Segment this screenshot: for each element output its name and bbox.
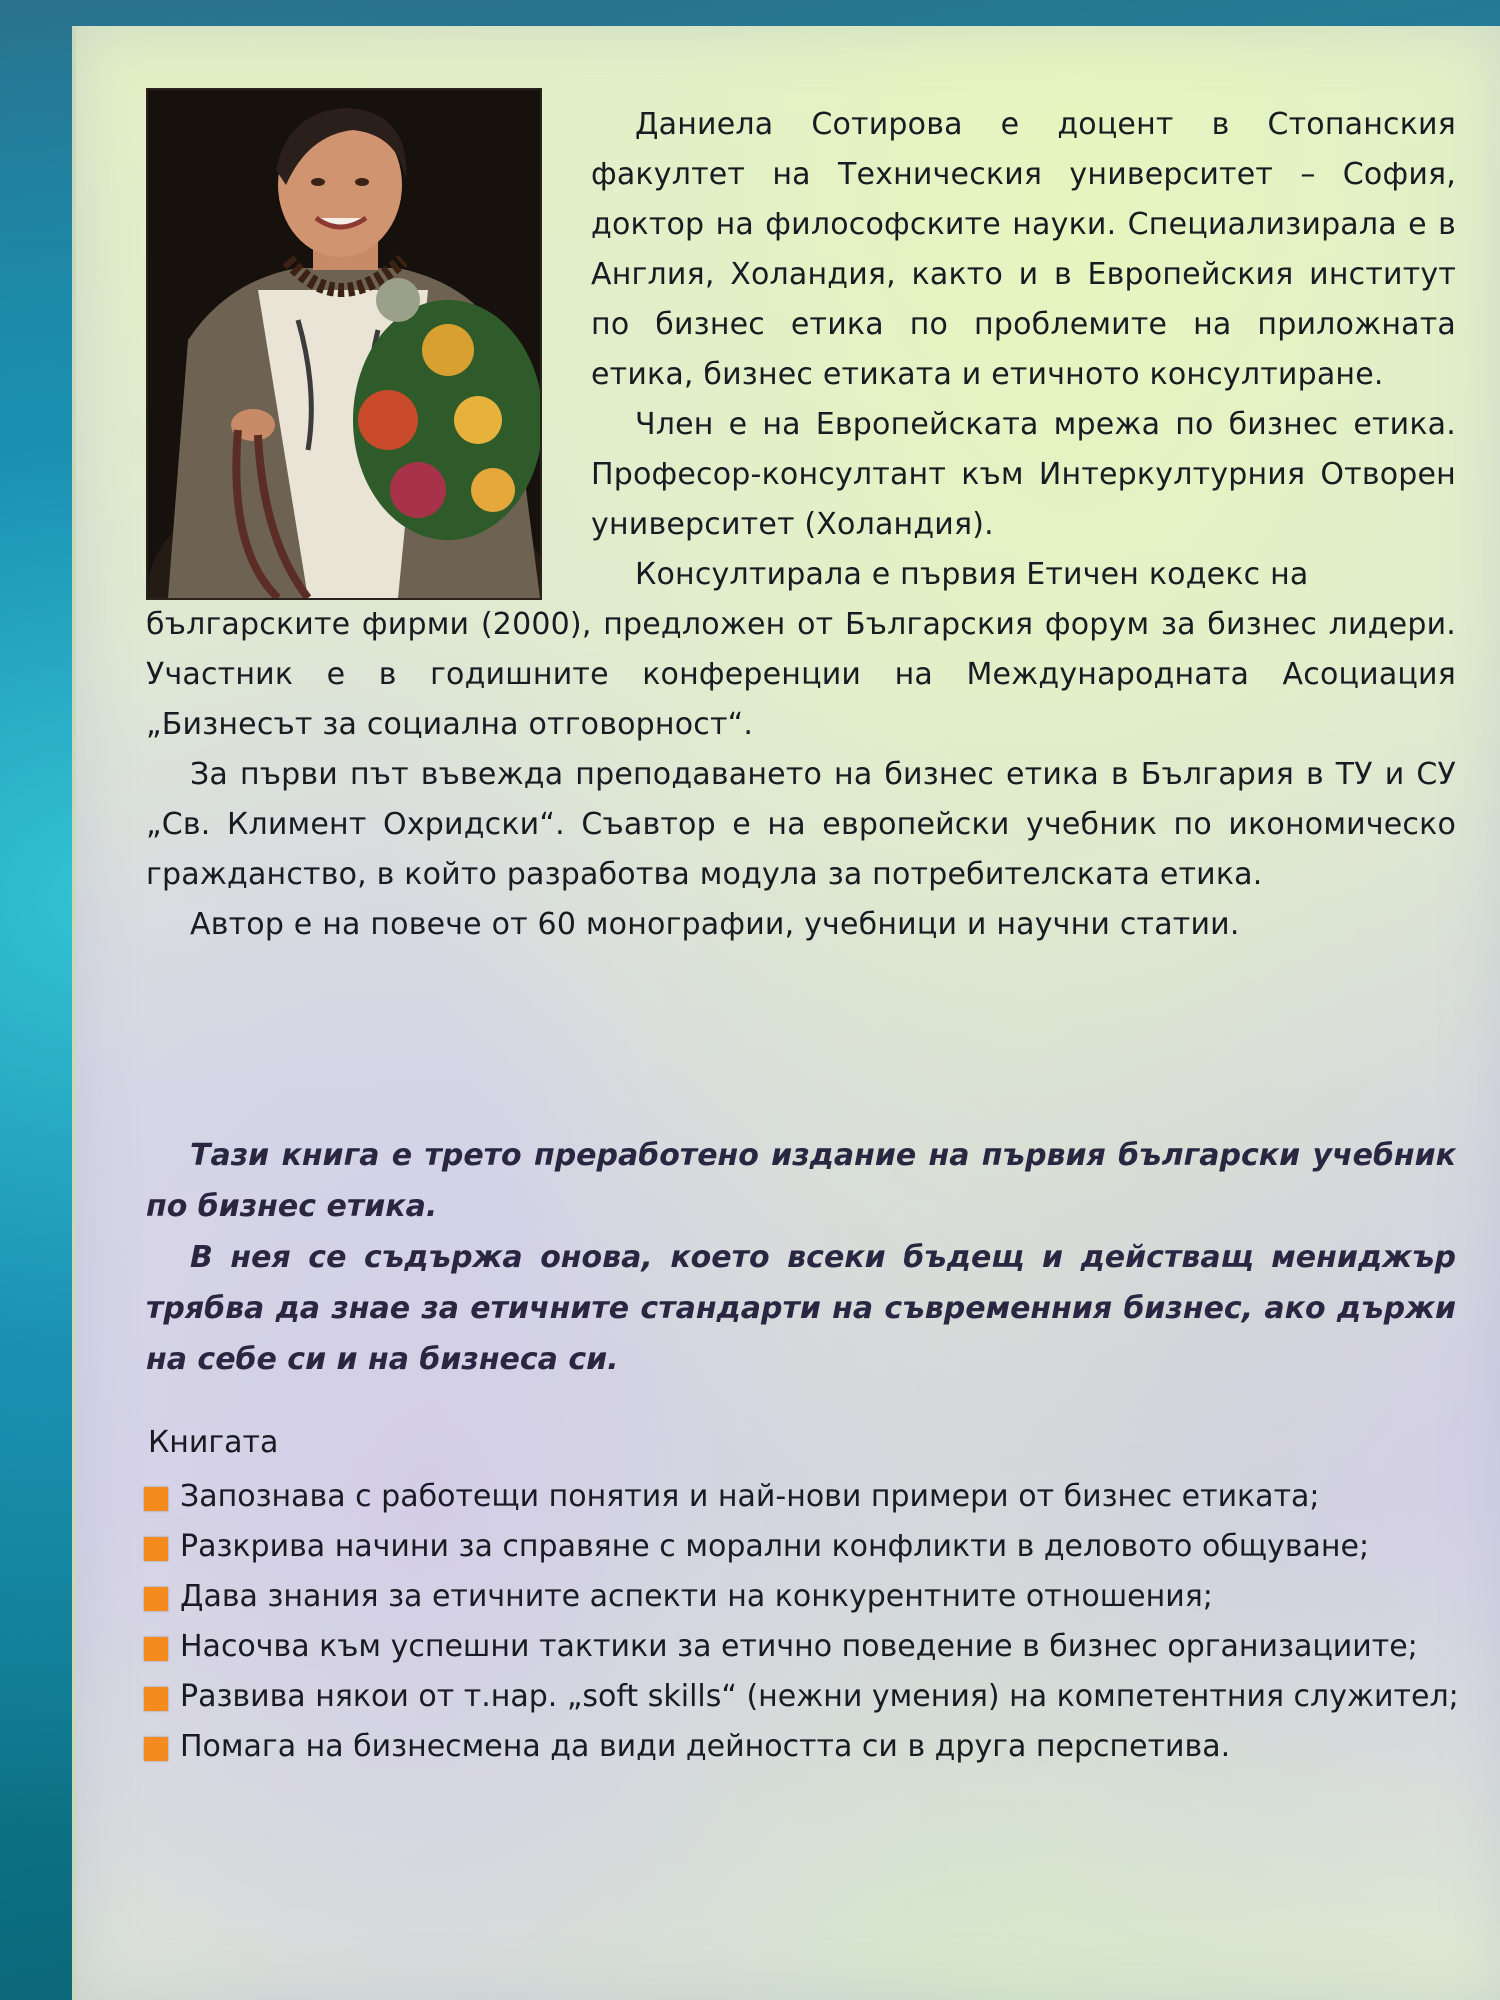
author-portrait-image: [148, 90, 540, 598]
orange-square-bullet-icon: [144, 1687, 168, 1711]
list-item: [142, 1622, 1462, 1672]
orange-square-bullet-icon: [144, 1537, 168, 1561]
orange-square-bullet-icon: [144, 1737, 168, 1761]
highlight-paragraph-2: В нея се съдържа онова, което всеки бъдещ и действащ мениджър трябва да знае за етичните стандарти на съвременния бизнес, ако държи на себе си и на бизнеса си.: [146, 1240, 1456, 1377]
list-item-text: Насочва към успешни тактики за етично поведение в бизнес организациите;: [180, 1629, 1418, 1664]
author-photo: [146, 88, 542, 600]
list-item-text: Дава знания за етичните аспекти на конкурентните отношения;: [180, 1579, 1213, 1614]
book-highlight-block: [146, 1130, 1456, 1385]
bio-paragraph-1: Даниела Сотирова е доцент в Стопанския факултет на Техническия университет – София, доктор на философските науки. Специализирала е в Англия, Холандия, както и в Европейския институт по бизнес етика по проблемите на приложната етика, бизнес етиката и етичното консултиране.: [591, 107, 1456, 392]
list-item: [142, 1672, 1462, 1722]
orange-square-bullet-icon: [144, 1487, 168, 1511]
bio-paragraph-4: За първи път въвежда преподаването на бизнес етика в България в ТУ и СУ „Св. Климент Охридски“. Съавтор е на европейски учебник по икономическо гражданство, в който разработва модула за потребителската етика.: [146, 757, 1456, 892]
list-item-text: Развива някои от т.нар. „soft skills“ (нежни умения) на компетентния служител;: [180, 1679, 1459, 1714]
orange-square-bullet-icon: [144, 1587, 168, 1611]
bio-paragraph-3-rest: българските фирми (2000), предложен от Българския форум за бизнес лидери. Участник е в годишните конференции на Международната Асоциация „Бизнесът за социална отговорност“.: [146, 607, 1456, 742]
orange-square-bullet-icon: [144, 1637, 168, 1661]
bio-paragraph-3-start: Консултирала е първия Етичен кодекс на: [635, 557, 1309, 592]
list-item: [142, 1722, 1462, 1772]
list-item: [142, 1472, 1462, 1522]
book-features-heading: Книгата: [148, 1425, 279, 1460]
bio-paragraph-5: Автор е на повече от 60 монографии, учебници и научни статии.: [190, 907, 1240, 942]
list-item: [142, 1522, 1462, 1572]
bio-paragraph-2: Член е на Европейската мрежа по бизнес етика. Професор-консултант към Интеркултурния Отворен университет (Холандия).: [591, 407, 1456, 542]
author-bio-intro: [591, 100, 1456, 600]
list-item-text: Разкрива начини за справяне с морални конфликти в деловото общуване;: [180, 1529, 1370, 1564]
book-features-list: [142, 1472, 1462, 1772]
back-cover-page: [72, 26, 1500, 2000]
list-item: [142, 1572, 1462, 1622]
highlight-paragraph-1: Тази книга е трето преработено издание на първия български учебник по бизнес етика.: [146, 1138, 1456, 1224]
list-item-text: Помага на бизнесмена да види дейността си в друга перспетива.: [180, 1729, 1231, 1764]
author-bio-continued: [146, 600, 1456, 950]
list-item-text: Запознава с работещи понятия и най-нови примери от бизнес етиката;: [180, 1479, 1320, 1514]
